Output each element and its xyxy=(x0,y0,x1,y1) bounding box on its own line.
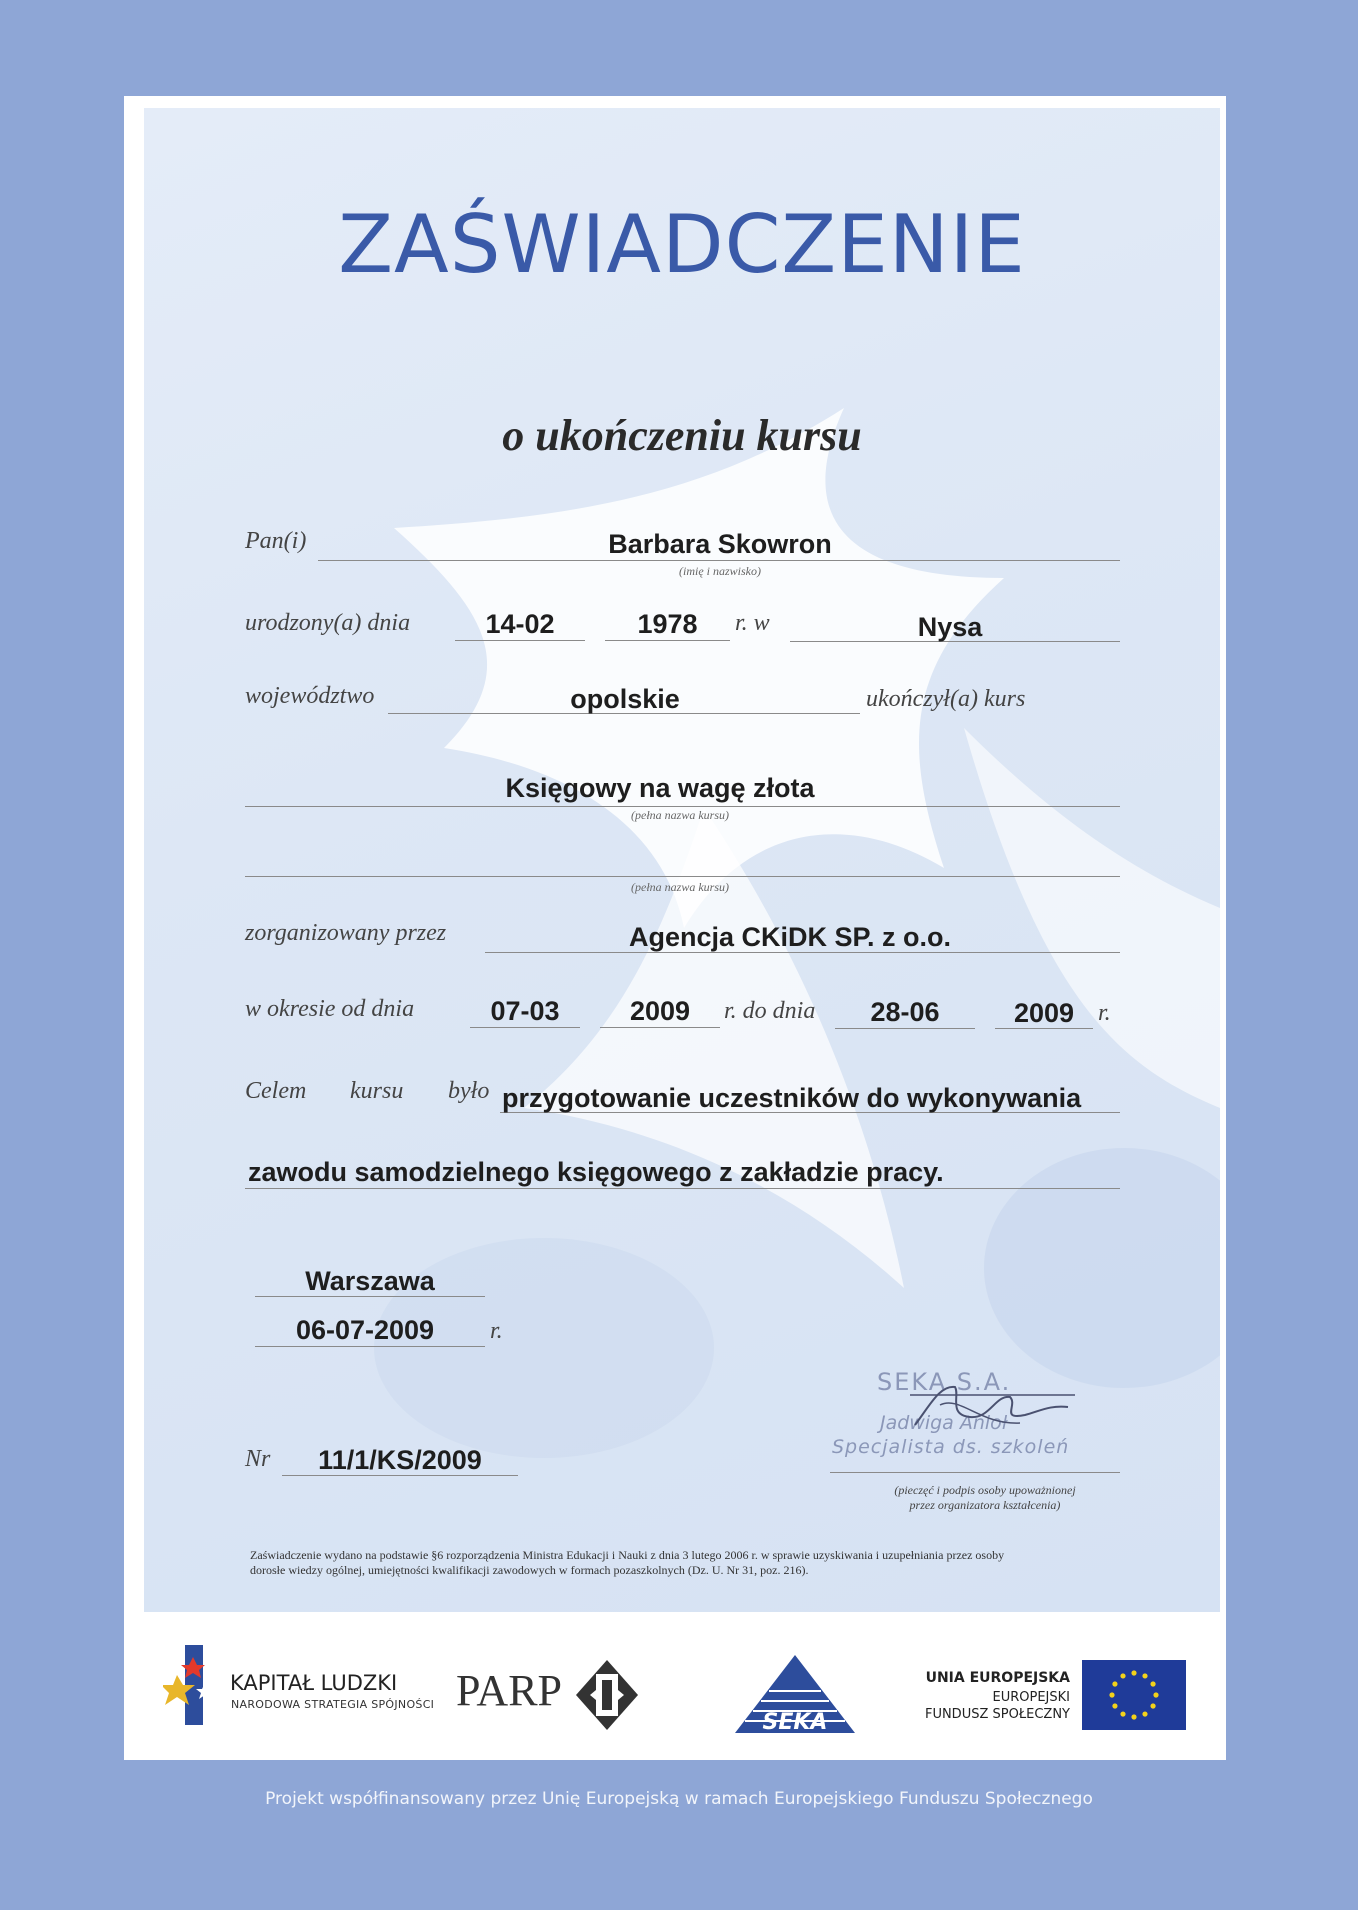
born-place: Nysa xyxy=(917,612,983,642)
from-day: 07-03 xyxy=(490,996,560,1026)
from-year: 2009 xyxy=(629,996,691,1026)
goal-label-kursu: kursu xyxy=(350,1078,404,1104)
to-day-line xyxy=(835,1028,975,1029)
to-day: 28-06 xyxy=(870,997,940,1027)
eu-flag-star xyxy=(1131,1714,1136,1719)
eu-flag-star xyxy=(1142,1673,1147,1678)
number-label: Nr xyxy=(245,1446,271,1472)
legal-footnote-line-1: Zaświadczenie wydano na podstawie §6 rozporządzenia Ministra Edukacji i Nauki z dnia 3 lutego 2006 r. w sprawie uzyskiwania i uzupełniania przez osoby xyxy=(250,1548,1005,1562)
cofinancing-note: Projekt współfinansowany przez Unię Europejską w ramach Europejskiego Funduszu Społecznego xyxy=(265,1789,1093,1809)
goal-label-bylo: było xyxy=(448,1078,490,1104)
participant-name: Barbara Skowron xyxy=(608,529,832,559)
eu-flag-star xyxy=(1142,1711,1147,1716)
eu-flag-star xyxy=(1112,1703,1117,1708)
born-day-line xyxy=(455,640,585,641)
legal-footnote xyxy=(250,1548,1100,1578)
eu-flag-star xyxy=(1131,1670,1136,1675)
eu-flag-star xyxy=(1120,1673,1125,1678)
issue-date: 06-07-2009 xyxy=(295,1315,435,1345)
issue-date-suffix: r. xyxy=(490,1318,503,1344)
signature-caption xyxy=(860,1483,1110,1513)
legal-footnote-line-2: dorosłe wiedzy ogólnej, umiejętności kwalifikacji zawodowych w formach pozaszkolnych (Dz. U. Nr 31, poz. 216). xyxy=(250,1563,809,1577)
signature-caption-line-1: (pieczęć i podpis osoby upoważnionej xyxy=(894,1483,1076,1497)
to-year: 2009 xyxy=(1013,998,1075,1028)
born-label: urodzony(a) dnia xyxy=(245,610,411,636)
eu-subtitle-line-1: EUROPEJSKI xyxy=(992,1690,1070,1705)
course-line-2 xyxy=(245,876,1120,877)
kapital-ludzki-logo-icon xyxy=(163,1645,223,1725)
period-label: w okresie od dnia xyxy=(245,996,415,1022)
pan-label: Pan(i) xyxy=(245,528,307,554)
born-year: 1978 xyxy=(637,609,698,639)
kapital-ludzki-subtitle: NARODOWA STRATEGIA SPÓJNOŚCI xyxy=(231,1698,435,1711)
goal-label-celem: Celem xyxy=(245,1078,307,1104)
certificate-title: ZAŚWIADCZENIE xyxy=(338,198,1026,291)
to-label: r. do dnia xyxy=(724,998,816,1024)
completed-label: ukończył(a) kurs xyxy=(866,686,1026,712)
eu-flag-star xyxy=(1109,1692,1114,1697)
eu-flag-icon xyxy=(1082,1660,1186,1730)
eu-flag-star xyxy=(1150,1703,1155,1708)
parp-logo-text: PARP xyxy=(456,1666,563,1715)
goal-line-2-underline xyxy=(245,1188,1120,1189)
course-hint-1: (pełna nazwa kursu) xyxy=(631,808,729,822)
goal-line-1: przygotowanie uczestników do wykonywania xyxy=(502,1083,1082,1113)
signature-line xyxy=(830,1472,1120,1473)
organizer-label: zorganizowany przez xyxy=(245,920,447,946)
from-day-line xyxy=(470,1027,580,1028)
born-in-label: r. w xyxy=(735,610,770,636)
issue-city: Warszawa xyxy=(305,1266,435,1296)
signature xyxy=(900,1375,1080,1435)
from-year-line xyxy=(600,1027,720,1028)
course-name: Księgowy na wagę złota xyxy=(505,773,815,803)
born-day: 14-02 xyxy=(485,609,555,639)
name-hint: (imię i nazwisko) xyxy=(679,564,761,578)
eu-subtitle xyxy=(880,1689,1070,1723)
organizer-value: Agencja CKiDK SP. z o.o. xyxy=(628,922,952,952)
issue-date-line xyxy=(255,1346,485,1347)
stamp-person: Jadwiga Anioł xyxy=(880,1412,1008,1434)
course-hint-2: (pełna nazwa kursu) xyxy=(631,880,729,894)
eu-subtitle-line-2: FUNDUSZ SPOŁECZNY xyxy=(924,1707,1070,1722)
eu-flag-star xyxy=(1150,1681,1155,1686)
certificate-subtitle: o ukończeniu kursu xyxy=(502,411,862,460)
name-line xyxy=(318,560,1120,561)
voivodeship-label: województwo xyxy=(245,683,375,709)
eu-flag-star xyxy=(1112,1681,1117,1686)
eu-title: UNIA EUROPEJSKA xyxy=(925,1670,1070,1686)
goal-line-2: zawodu samodzielnego księgowego z zakładzie pracy. xyxy=(248,1157,944,1187)
signature-caption-line-2: przez organizatora kształcenia) xyxy=(909,1498,1061,1512)
stamp-position: Specjalista ds. szkoleń xyxy=(832,1436,1070,1458)
course-line-1 xyxy=(245,806,1120,807)
voivodeship-value: opolskie xyxy=(570,684,680,714)
parp-logo-icon xyxy=(576,1660,638,1730)
seka-logo-icon xyxy=(735,1655,855,1735)
kapital-ludzki-title: KAPITAŁ LUDZKI xyxy=(230,1671,398,1695)
year-suffix-label: r. xyxy=(1098,1000,1111,1026)
certificate-number: 11/1/KS/2009 xyxy=(318,1445,482,1475)
stamp-company: SEKA S.A. xyxy=(877,1368,1012,1396)
seka-logo-text: SEKA xyxy=(762,1710,828,1735)
born-year-line xyxy=(605,640,730,641)
eu-flag-star xyxy=(1120,1711,1125,1716)
eu-flag-star xyxy=(1153,1692,1158,1697)
